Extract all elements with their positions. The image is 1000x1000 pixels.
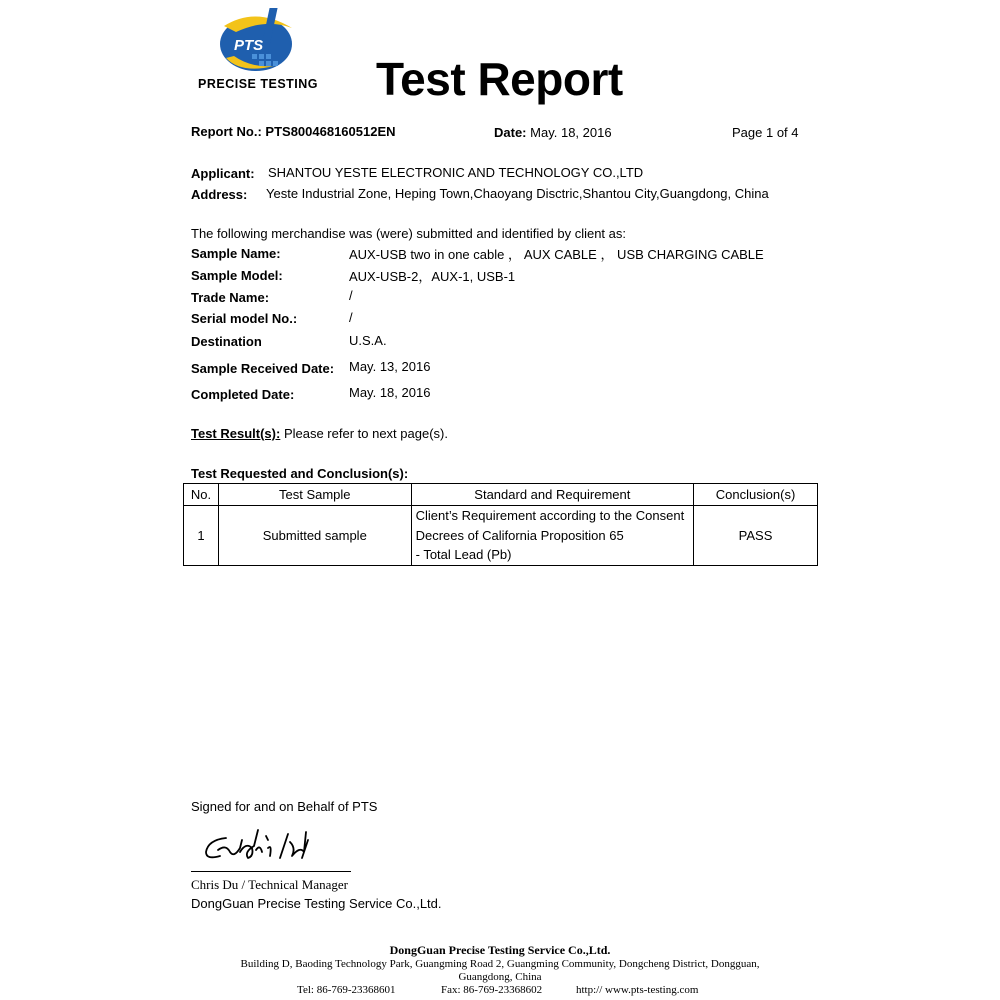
field-value: /: [349, 310, 353, 325]
cell-standard: [411, 506, 693, 566]
date-label: Date:: [494, 125, 527, 140]
report-no: [191, 124, 396, 139]
cell-no: 1: [184, 506, 219, 566]
field-label: Sample Received Date:: [191, 361, 335, 376]
header-conclusion: Conclusion(s): [694, 484, 818, 506]
footer-address-line1: Building D, Baoding Technology Park, Guangming Road 2, Guangming Community, Dongcheng District, Dongguan,: [240, 958, 760, 970]
field-label: Destination: [191, 334, 262, 349]
field-label: Serial model No.:: [191, 311, 298, 326]
field-value: U.S.A.: [349, 333, 387, 348]
footer-address-line2: Guangdong, China: [458, 971, 542, 983]
page-number: Page 1 of 4: [732, 125, 799, 140]
header-no: No.: [184, 484, 219, 506]
field-label: Sample Name:: [191, 246, 281, 261]
date-value: May. 18, 2016: [530, 125, 612, 140]
signer-company: DongGuan Precise Testing Service Co.,Ltd.: [191, 896, 442, 911]
conclusion-table: [183, 483, 818, 566]
footer-tel: Tel: 86-769-23368601: [297, 984, 396, 996]
field-value: AUX-USB-2，AUX-1, USB-1: [349, 269, 516, 284]
field-value: /: [349, 288, 353, 303]
footer-fax: Fax: 86-769-23368602: [441, 984, 543, 996]
table-header-row: [184, 484, 818, 506]
signer-name-title: Chris Du / Technical Manager: [191, 877, 348, 892]
applicant-label: Applicant:: [191, 166, 255, 181]
footer-web-link[interactable]: http:// www.pts-testing.com: [576, 984, 699, 996]
test-result: [191, 426, 448, 441]
svg-text:PTS: PTS: [234, 37, 264, 54]
test-result-text: Please refer to next page(s).: [280, 426, 448, 441]
signature-line: [191, 871, 351, 872]
signed-for: Signed for and on Behalf of PTS: [191, 799, 378, 814]
cell-sample: Submitted sample: [218, 506, 411, 566]
field-label: Sample Model:: [191, 268, 283, 283]
footer-company: DongGuan Precise Testing Service Co.,Ltd.: [389, 943, 611, 957]
logo-company-text: PRECISE TESTING: [198, 77, 319, 91]
table-row: [184, 506, 818, 566]
field-value: AUX-USB two in one cable ， AUX CABLE ， USB CHARGING CABLE: [349, 247, 764, 262]
header-standard: Standard and Requirement: [411, 484, 693, 506]
standard-line: Decrees of California Proposition 65: [415, 527, 624, 543]
address-label: Address:: [191, 187, 248, 202]
signature-image: [196, 818, 356, 870]
conclusion-heading: Test Requested and Conclusion(s):: [191, 466, 409, 481]
field-value: May. 13, 2016: [349, 359, 431, 374]
report-date: [494, 125, 612, 140]
field-label: Completed Date:: [191, 387, 295, 402]
applicant-value: SHANTOU YESTE ELECTRONIC AND TECHNOLOGY CO.,LTD: [268, 165, 644, 180]
field-label: Trade Name:: [191, 290, 270, 305]
merchandise-intro: The following merchandise was (were) submitted and identified by client as:: [191, 226, 626, 241]
field-value: May. 18, 2016: [349, 385, 431, 400]
test-result-label: Test Result(s):: [191, 426, 281, 441]
cell-conclusion: PASS: [694, 506, 818, 566]
standard-line: Client’s Requirement according to the Consent: [415, 508, 685, 523]
report-no-value: PTS800468160512EN: [265, 124, 396, 139]
standard-line: - Total Lead (Pb): [415, 547, 512, 562]
report-no-label: Report No.:: [191, 124, 262, 139]
page-title: Test Report: [376, 53, 623, 105]
address-value: Yeste Industrial Zone, Heping Town,Chaoyang Disctric,Shantou City,Guangdong, China: [266, 186, 769, 201]
header-test-sample: Test Sample: [218, 484, 411, 506]
